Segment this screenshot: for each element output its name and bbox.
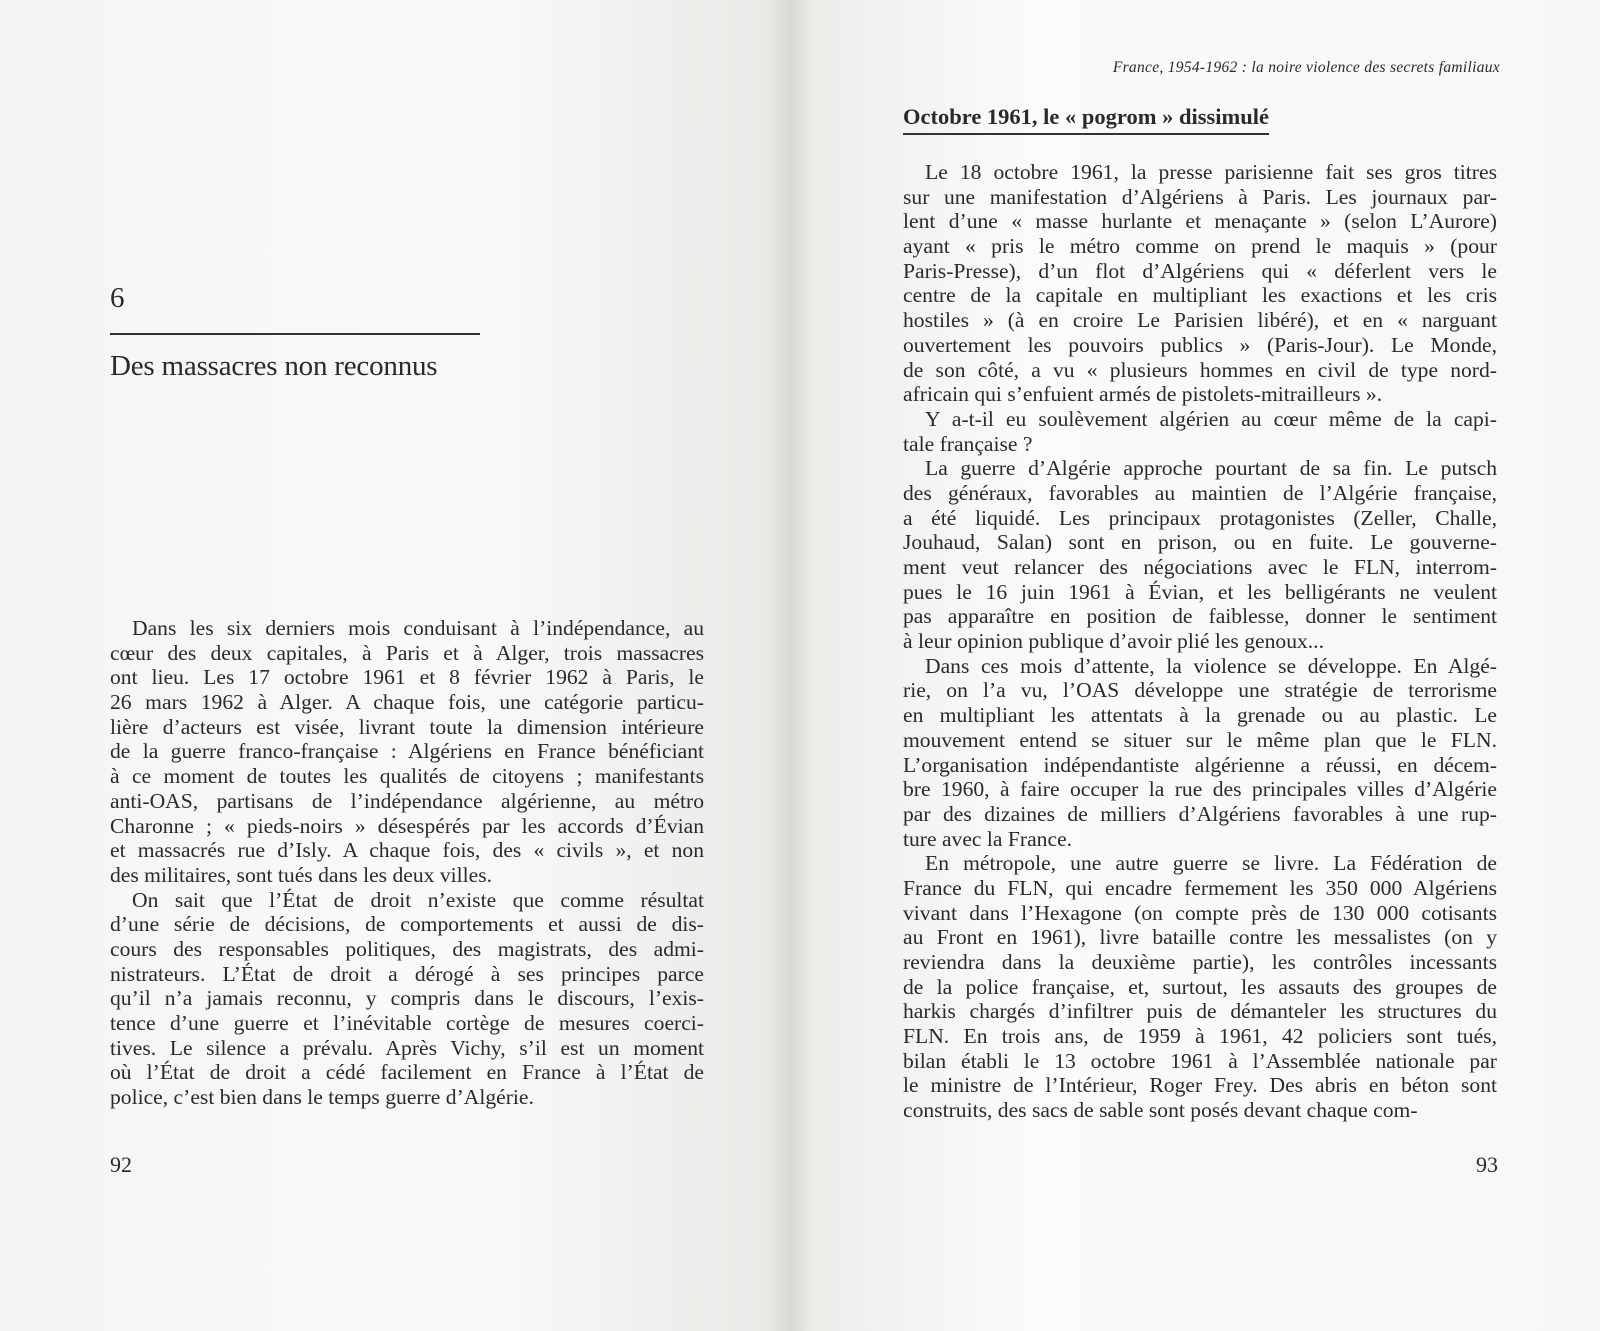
page-number-right: 93 [1476, 1152, 1498, 1177]
text-line: nistrateurs. L’État de droit a dérogé à ses principes parce [110, 961, 704, 986]
text-line: Paris-Presse), d’un flot d’Algériens qui « déferlent vers le [903, 258, 1497, 283]
text-line: par des dizaines de milliers d’Algériens favorables à une rup- [903, 801, 1497, 826]
text-line: Charonne ; « pieds-noirs » désespérés par les accords d’Évian [110, 813, 704, 838]
text-line: à leur opinion publique d’avoir plié les genoux... [903, 629, 1324, 654]
text-line: cours des responsables politiques, des magistrats, des admi- [110, 936, 704, 961]
text-line: L’organisation indépendantiste algérienne a réussi, en décem- [903, 752, 1497, 777]
text-line: Jouhaud, Salan) sont en prison, ou en fuite. Le gouverne- [903, 530, 1497, 555]
text-line: cœur des deux capitales, à Paris et à Alger, trois massacres [110, 640, 704, 665]
left-body-text [110, 616, 704, 1110]
text-line: Y a-t-il eu soulèvement algérien au cœur même de la capi- [925, 406, 1497, 431]
text-line: tence d’une guerre et l’inévitable cortège de mesures coerci- [110, 1011, 704, 1035]
text-line: construits, des sacs de sable sont posés devant chaque com- [903, 1098, 1418, 1123]
text-line: de son côté, a vu « plusieurs hommes en civil de type nord- [903, 357, 1497, 382]
text-line: de la guerre franco-française : Algériens en France bénéficiant [110, 739, 704, 764]
text-line: lent d’une « masse hurlante et menaçante » (selon L’Aurore) [903, 209, 1497, 234]
text-line: Le 18 octobre 1961, la presse parisienne fait ses gros titres [925, 160, 1497, 184]
text-line: On sait que l’État de droit n’existe que comme résultat [132, 887, 704, 912]
text-line: ture avec la France. [903, 826, 1073, 851]
text-line: Dans ces mois d’attente, la violence se développe. En Algé- [925, 653, 1497, 678]
text-line: ouvertement les pouvoirs publics » (Paris-Jour). Le Monde, [903, 332, 1497, 357]
text-line: a été liquidé. Les principaux protagonistes (Zeller, Challe, [903, 505, 1497, 530]
chapter-number: 6 [110, 282, 125, 314]
text-line: centre de la capitale en multipliant les exactions et les cris [903, 283, 1497, 308]
text-line: en multipliant les attentats à la grenade ou au plastic. Le [903, 703, 1497, 728]
text-line: FLN. En trois ans, de 1959 à 1961, 42 policiers sont tués, [903, 1024, 1497, 1049]
section-title: Octobre 1961, le « pogrom » dissimulé [903, 104, 1269, 135]
text-line: ment veut relancer des négociations avec le FLN, interrom- [903, 555, 1497, 579]
text-line: En métropole, une autre guerre se livre. La Fédération de [925, 851, 1497, 876]
text-line: police, c’est bien dans le temps guerre d’Algérie. [110, 1085, 534, 1110]
text-line: tives. Le silence a prévalu. Après Vichy, s’il est un moment [110, 1035, 704, 1060]
text-line: hostiles » (à en croire Le Parisien libéré), et en « narguant [903, 308, 1497, 333]
text-line: le ministre de l’Intérieur, Roger Frey. Des abris en béton sont [903, 1073, 1497, 1098]
text-line: ont lieu. Les 17 octobre 1961 et 8 février 1962 à Paris, le [110, 665, 704, 690]
page-number-left: 92 [110, 1152, 132, 1177]
chapter-rule [110, 333, 480, 335]
text-line: où l’État de droit a cédé facilement en France à l’État de [110, 1060, 704, 1085]
text-line: bre 1960, à faire occuper la rue des principales villes d’Algérie [903, 777, 1497, 802]
text-line: Dans les six derniers mois conduisant à l’indépendance, au [132, 616, 704, 640]
text-line: reviendra dans la deuxième partie), les contrôles incessants [903, 950, 1497, 974]
text-line: anti-OAS, partisans de l’indépendance algérienne, au métro [110, 788, 704, 813]
right-body-text [903, 160, 1497, 1123]
text-line: d’une série de décisions, de comportements et aussi de dis- [110, 912, 704, 937]
text-line: sur une manifestation d’Algériens à Paris. Les journaux par- [903, 184, 1497, 209]
text-line: de la police française, et, surtout, les assauts des groupes de [903, 974, 1497, 999]
text-line: tale française ? [903, 431, 1033, 456]
text-line: pas apparaître en position de faiblesse, donner le sentiment [903, 604, 1497, 629]
text-line: mouvement entend se situer sur le même plan que le FLN. [903, 727, 1497, 752]
text-line: La guerre d’Algérie approche pourtant de sa fin. Le putsch [925, 456, 1497, 481]
text-line: et massacrés rue d’Isly. A chaque fois, des « civils », et non [110, 838, 704, 863]
text-line: rie, on l’a vu, l’OAS développe une stratégie de terrorisme [903, 678, 1497, 703]
text-line: des généraux, favorables au maintien de l’Algérie française, [903, 480, 1497, 505]
text-line: à ce moment de toutes les qualités de citoyens ; manifestants [110, 764, 704, 789]
text-line: des militaires, sont tués dans les deux villes. [110, 862, 493, 887]
running-head: France, 1954-1962 : la noire violence des secrets familiaux [1112, 59, 1500, 76]
left-page [0, 0, 790, 1331]
text-line: France du FLN, qui encadre fermement les 350 000 Algériens [903, 875, 1497, 900]
text-line: pues le 16 juin 1961 à Évian, et les belligérants ne veulent [903, 579, 1497, 604]
text-line: harkis chargés d’infiltrer puis de démanteler les structures du [903, 999, 1497, 1024]
text-line: 26 mars 1962 à Alger. A chaque fois, une catégorie particu- [110, 690, 704, 715]
text-line: bilan établi le 13 octobre 1961 à l’Assemblée nationale par [903, 1048, 1497, 1073]
text-line: africain qui s’enfuient armés de pistolets-mitrailleurs ». [903, 382, 1383, 407]
chapter-title: Des massacres non reconnus [110, 350, 438, 382]
text-line: au Front en 1961), livre bataille contre les messalistes (on y [903, 925, 1497, 950]
text-line: qu’il n’a jamais reconnu, y compris dans le discours, l’exis- [110, 986, 704, 1011]
text-line: ayant « pris le métro comme on prend le maquis » (pour [903, 234, 1497, 259]
text-line: lière d’acteurs est visée, livrant toute la dimension intérieure [110, 714, 704, 739]
text-line: vivant dans l’Hexagone (on compte près de 130 000 cotisants [903, 900, 1497, 925]
